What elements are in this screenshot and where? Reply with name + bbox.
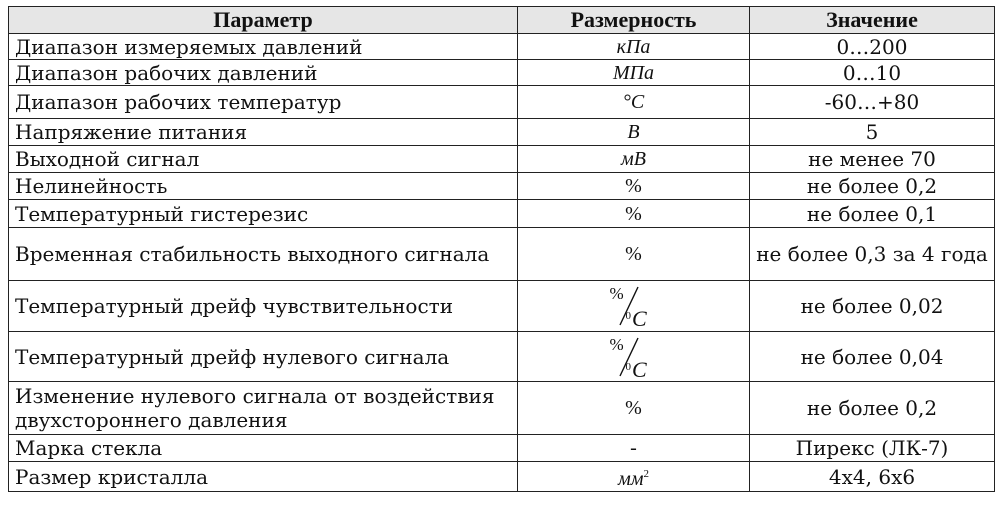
table-row: [9, 332, 995, 382]
param-cell: Напряжение питания: [9, 119, 518, 146]
param-cell: Температурный гистерезис: [9, 200, 518, 228]
fraction-numerator: %: [609, 334, 624, 354]
value-cell: 4х4, 6х6: [750, 462, 995, 492]
table-row: [9, 281, 995, 332]
unit-cell: В: [518, 119, 750, 146]
param-cell: Размер кристалла: [9, 462, 518, 492]
unit-superscript: 2: [643, 468, 650, 480]
unit-cell: мВ: [518, 146, 750, 173]
table-row: [9, 34, 995, 60]
unit-text: мм: [617, 468, 644, 490]
percent-per-degree-fraction: [604, 284, 664, 331]
unit-cell: -: [518, 435, 750, 462]
value-cell: не более 0,2: [750, 173, 995, 200]
value-cell: не более 0,02: [750, 281, 995, 332]
value-cell: 0…10: [750, 60, 995, 86]
table-row: [9, 146, 995, 173]
table-row: [9, 228, 995, 281]
degree-superscript: 0: [625, 310, 631, 322]
param-cell: Выходной сигнал: [9, 146, 518, 173]
param-cell: Временная стабильность выходного сигнала: [9, 228, 518, 281]
unit-cell: °С: [518, 86, 750, 119]
value-cell: 0…200: [750, 34, 995, 60]
param-cell: Изменение нулевого сигнала от воздействия двухстороннего давления: [9, 382, 518, 435]
table-row: [9, 462, 995, 492]
table-row: [9, 173, 995, 200]
percent-per-degree-fraction: [604, 334, 664, 382]
fraction-denominator: [626, 356, 647, 381]
table-row: [9, 200, 995, 228]
param-cell: Нелинейность: [9, 173, 518, 200]
unit-cell: %: [518, 173, 750, 200]
table-row: [9, 435, 995, 462]
unit-cell: [518, 332, 750, 382]
celsius-letter: C: [632, 356, 647, 382]
value-cell: не более 0,3 за 4 года: [750, 228, 995, 281]
param-cell: Температурный дрейф нулевого сигнала: [9, 332, 518, 382]
unit-cell: МПа: [518, 60, 750, 86]
unit-cell: [518, 462, 750, 492]
header-value: Значение: [750, 7, 995, 34]
value-cell: не более 0,2: [750, 382, 995, 435]
unit-cell: %: [518, 200, 750, 228]
fraction-denominator: [626, 305, 647, 330]
unit-cell: кПа: [518, 34, 750, 60]
celsius-letter: C: [632, 306, 647, 331]
value-cell: не менее 70: [750, 146, 995, 173]
unit-cell: [518, 281, 750, 332]
header-parameter: Параметр: [9, 7, 518, 34]
value-cell: не более 0,1: [750, 200, 995, 228]
table-row: [9, 119, 995, 146]
value-cell: -60…+80: [750, 86, 995, 119]
value-cell: 5: [750, 119, 995, 146]
table-row: [9, 382, 995, 435]
value-cell: Пирекс (ЛК-7): [750, 435, 995, 462]
table-row: [9, 60, 995, 86]
fraction-numerator: %: [609, 284, 624, 303]
param-cell: Марка стекла: [9, 435, 518, 462]
degree-superscript: 0: [625, 360, 631, 373]
table-row: [9, 86, 995, 119]
parameters-table: [8, 6, 995, 492]
unit-cell: %: [518, 228, 750, 281]
param-cell: Температурный дрейф чувствительности: [9, 281, 518, 332]
param-cell: Диапазон измеряемых давлений: [9, 34, 518, 60]
param-cell: Диапазон рабочих температур: [9, 86, 518, 119]
header-unit: Размерность: [518, 7, 750, 34]
value-cell: не более 0,04: [750, 332, 995, 382]
param-cell: Диапазон рабочих давлений: [9, 60, 518, 86]
unit-cell: %: [518, 382, 750, 435]
header-row: [9, 7, 995, 34]
